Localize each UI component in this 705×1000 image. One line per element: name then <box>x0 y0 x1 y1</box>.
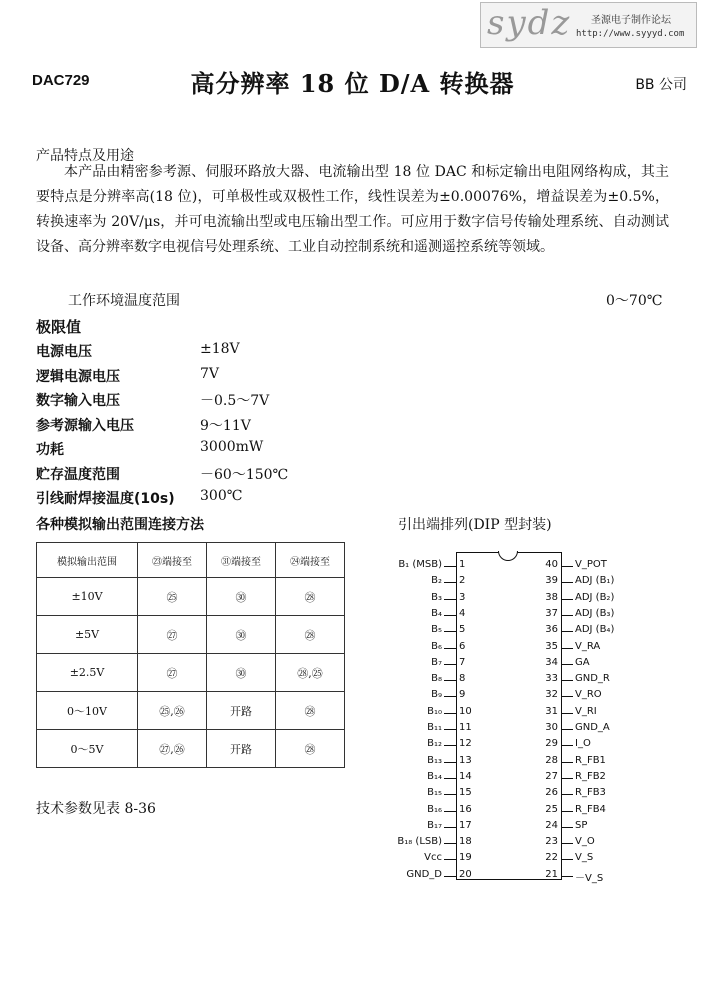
pin-lead <box>561 729 573 730</box>
pin-number: 34 <box>545 656 558 668</box>
range-table-heading: 各种模拟输出范围连接方法 <box>36 517 204 533</box>
pin-label: ADJ (B₂) <box>575 591 615 603</box>
table-cell: ㉚ <box>207 578 276 616</box>
pin-label: B₇ <box>431 656 442 668</box>
table-cell: 开路 <box>207 730 276 768</box>
pin-label: B₁₄ <box>427 770 442 782</box>
pinout-heading: 引出端排列(DIP 型封装) <box>398 517 552 533</box>
pin-label: B₁₂ <box>427 738 442 750</box>
table-cell: ㉗ <box>138 616 207 654</box>
pin-number: 28 <box>545 754 558 766</box>
limit-value: －60～150℃ <box>200 466 289 483</box>
limit-label: 贮存温度范围 <box>36 466 120 483</box>
table-cell: 0～5V <box>37 730 138 768</box>
pin-number: 37 <box>545 607 558 619</box>
limit-label: 功耗 <box>36 442 64 458</box>
table-cell: ㉕ <box>138 578 207 616</box>
table-row <box>37 616 345 654</box>
pin-lead <box>444 713 456 714</box>
watermark-url: http://www.syyyd.com <box>576 29 685 39</box>
pin-lead <box>561 876 573 877</box>
pin-lead <box>561 696 573 697</box>
pin-label: GA <box>575 656 590 668</box>
pin-number: 39 <box>545 575 558 587</box>
table-cell: ㉕,㉖ <box>138 692 207 730</box>
pin-label: B₁ (MSB) <box>398 559 442 570</box>
limit-label: 引线耐焊接温度(10s) <box>36 491 175 507</box>
pin-label: B₃ <box>431 591 442 603</box>
table-cell: ㉘ <box>276 730 345 768</box>
table-cell: 0～10V <box>37 692 138 730</box>
table-header-row <box>37 543 345 578</box>
pin-label: B₁₇ <box>427 819 442 831</box>
pin-lead <box>444 664 456 665</box>
table-header-cell: ㉛端接至 <box>207 543 276 578</box>
table-cell: ±2.5V <box>37 654 138 692</box>
table-cell: ㉚ <box>207 654 276 692</box>
table-row <box>37 578 345 616</box>
pin-number: 36 <box>545 624 558 636</box>
pin-label: B₅ <box>431 624 442 636</box>
limit-label: 电源电压 <box>36 344 92 360</box>
pin-label: B₁₁ <box>427 722 442 733</box>
pin-lead <box>561 615 573 616</box>
pin-number: 17 <box>459 819 472 831</box>
pin-label: B₁₅ <box>427 787 442 799</box>
pin-label: B₁₈ (LSB) <box>397 836 442 848</box>
pin-number: 33 <box>545 673 558 685</box>
pin-number: 24 <box>545 819 558 831</box>
pin-label: GND_D <box>406 868 442 880</box>
pin-lead <box>444 631 456 632</box>
pin-lead <box>561 762 573 763</box>
pin-label: B₆ <box>431 640 442 652</box>
pin-number: 35 <box>545 640 558 652</box>
pin-number: 19 <box>459 852 472 864</box>
pin-lead <box>444 648 456 649</box>
pin-lead <box>561 631 573 632</box>
pin-lead <box>561 648 573 649</box>
table-row <box>37 730 345 768</box>
pin-number: 12 <box>459 738 472 750</box>
pin-lead <box>561 859 573 860</box>
pin-number: 25 <box>545 803 558 815</box>
pin-number: 20 <box>459 868 472 880</box>
pin-lead <box>561 713 573 714</box>
pin-lead <box>561 811 573 812</box>
limit-value: 9～11V <box>200 417 251 434</box>
document-code: DAC729 <box>32 72 90 89</box>
pin-number: 3 <box>459 591 466 603</box>
limit-value: ±18V <box>200 341 240 357</box>
pin-lead <box>444 729 456 730</box>
table-cell: ㉚ <box>207 616 276 654</box>
table-cell: ㉘ <box>276 616 345 654</box>
pin-number: 22 <box>545 852 558 864</box>
pin-number: 31 <box>545 705 558 717</box>
pin-number: 11 <box>459 722 472 733</box>
pin-lead <box>561 827 573 828</box>
pin-lead <box>561 566 573 567</box>
pin-lead <box>444 680 456 681</box>
pin-number: 29 <box>545 738 558 750</box>
pin-number: 9 <box>459 689 466 701</box>
pin-lead <box>444 827 456 828</box>
pin-number: 2 <box>459 575 466 587</box>
pin-lead <box>561 745 573 746</box>
limit-value: 3000mW <box>200 439 264 455</box>
page-title: 高分辨率 18 位 D/A 转换器 <box>190 69 515 98</box>
table-cell: ㉘,㉕ <box>276 654 345 692</box>
pin-number: 32 <box>545 689 558 701</box>
table-cell: ±10V <box>37 578 138 616</box>
pin-lead <box>561 778 573 779</box>
pin-number: 8 <box>459 673 466 685</box>
pin-label: V_RI <box>575 705 597 717</box>
pin-lead <box>444 778 456 779</box>
pin-label: GND_R <box>575 673 610 685</box>
pin-lead <box>444 811 456 812</box>
pin-label: B₁₀ <box>427 705 442 717</box>
watermark-logo <box>480 2 697 48</box>
pin-number: 1 <box>459 559 466 570</box>
pin-label: ADJ (B₃) <box>575 607 615 619</box>
pin-lead <box>444 843 456 844</box>
limit-label: 逻辑电源电压 <box>36 368 120 385</box>
pin-label: －V_S <box>575 872 604 884</box>
table-header-cell: ㉓端接至 <box>138 543 207 578</box>
range-table <box>36 542 345 768</box>
pin-lead <box>444 762 456 763</box>
pin-label: SP <box>575 819 588 831</box>
pin-label: ADJ (B₄) <box>575 624 615 636</box>
pin-lead <box>561 599 573 600</box>
table-header-cell: 模拟输出范围 <box>37 543 138 578</box>
pin-label: B₁₃ <box>427 754 442 766</box>
pin-label: B₈ <box>431 673 442 685</box>
features-heading: 产品特点及用途 <box>36 148 134 164</box>
pin-lead <box>444 615 456 616</box>
pin-label: R_FB2 <box>575 770 606 782</box>
pin-lead <box>444 599 456 600</box>
table-cell: ㉘ <box>276 692 345 730</box>
tech-reference: 技术参数见表 8-36 <box>36 801 156 817</box>
pin-label: R_FB1 <box>575 754 606 766</box>
pin-lead <box>444 876 456 877</box>
pin-lead <box>444 745 456 746</box>
range-table-body <box>37 578 345 768</box>
pin-lead <box>561 582 573 583</box>
watermark-brand: sydz <box>487 3 572 43</box>
pin-lead <box>561 664 573 665</box>
table-cell: 开路 <box>207 692 276 730</box>
company-name: BB 公司 <box>635 77 687 93</box>
pin-label: B₉ <box>431 689 442 701</box>
pin-label: V_RA <box>575 640 601 652</box>
table-cell: ㉗ <box>138 654 207 692</box>
pin-number: 4 <box>459 607 466 619</box>
pin-number: 40 <box>545 559 558 570</box>
pin-lead <box>444 566 456 567</box>
limit-label: 数字输入电压 <box>36 393 120 409</box>
table-cell: ㉗,㉖ <box>138 730 207 768</box>
watermark-name: 圣源电子制作论坛 <box>591 15 671 26</box>
env-temp-value: 0～70℃ <box>606 293 663 309</box>
pin-label: V_O <box>575 836 595 848</box>
pin-label: V_POT <box>575 559 607 570</box>
pin-number: 18 <box>459 836 472 848</box>
pin-number: 14 <box>459 770 472 782</box>
pin-label: V_RO <box>575 689 602 701</box>
pin-lead <box>561 794 573 795</box>
pin-number: 10 <box>459 705 472 717</box>
pin-number: 15 <box>459 787 472 799</box>
limit-value: －0.5～7V <box>200 393 270 409</box>
pin-label: GND_A <box>575 722 610 733</box>
pin-label: R_FB3 <box>575 787 606 799</box>
limits-heading: 极限值 <box>36 318 82 336</box>
limit-label: 参考源输入电压 <box>36 417 134 434</box>
pin-label: V_S <box>575 852 594 864</box>
limit-value: 300℃ <box>200 488 243 504</box>
env-temp-label: 工作环境温度范围 <box>68 293 180 309</box>
pin-number: 38 <box>545 591 558 603</box>
table-row <box>37 654 345 692</box>
pin-label: ADJ (B₁) <box>575 575 615 587</box>
pin-number: 30 <box>545 722 558 733</box>
pin-number: 26 <box>545 787 558 799</box>
limit-value: 7V <box>200 365 220 382</box>
pin-number: 6 <box>459 640 466 652</box>
pin-number: 16 <box>459 803 472 815</box>
features-description: 本产品由精密参考源、伺服环路放大器、电流输出型 18 位 DAC 和标定输出电阻网络构成，其主要特点是分辨率高(18 位)，可单极性或双极性工作，线性误差为±0.00076%，增益误差为±0.5%，转换速率为 20V/μs，并可电流输出型或电压输出型工作。可应用于数字信号传输处理系统、自动测试设备、高分辨率数字电视信号处理系统、工业自动控制系统和遥测遥控系统等领域。 <box>36 164 669 255</box>
pin-lead <box>444 794 456 795</box>
pin-lead <box>444 859 456 860</box>
pin-label: B₄ <box>431 607 442 619</box>
pin-lead <box>444 582 456 583</box>
pin-number: 23 <box>545 836 558 848</box>
pin-label: R_FB4 <box>575 803 606 815</box>
table-cell: ㉘ <box>276 578 345 616</box>
pin-lead <box>561 680 573 681</box>
pin-number: 21 <box>545 868 558 880</box>
pin-number: 27 <box>545 770 558 782</box>
pin-label: B₂ <box>431 575 442 587</box>
table-cell: ±5V <box>37 616 138 654</box>
pin-lead <box>561 843 573 844</box>
pin-number: 7 <box>459 656 466 668</box>
pin-number: 5 <box>459 624 466 636</box>
pin-label: I_O <box>575 738 591 750</box>
table-row <box>37 692 345 730</box>
pin-lead <box>444 696 456 697</box>
table-header-cell: ㉔端接至 <box>276 543 345 578</box>
pin-number: 13 <box>459 754 472 766</box>
pin-label: Vcc <box>424 852 442 864</box>
pin-label: B₁₆ <box>427 803 442 815</box>
